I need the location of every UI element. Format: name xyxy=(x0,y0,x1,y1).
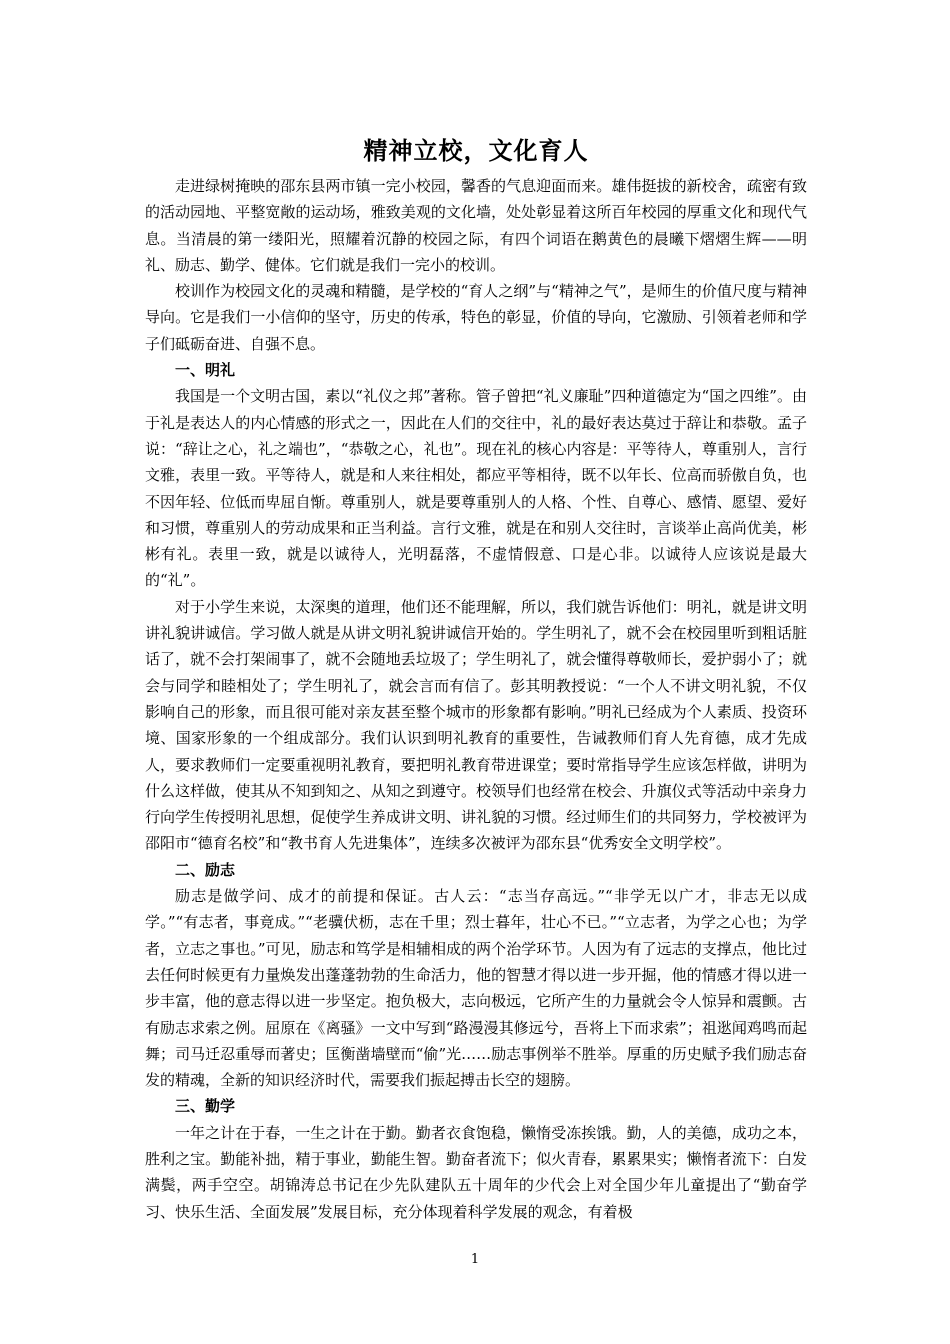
document-body xyxy=(145,130,807,1225)
mingli-paragraph-2: 对于小学生来说，太深奥的道理，他们还不能理解，所以，我们就告诉他们：明礼，就是讲文明讲礼貌讲诚信。学习做人就是从讲文明礼貌讲诚信开始的。学生明礼了，就不会在校园里听到粗话脏话了，就不会打架闹事了，就不会随地丢垃圾了；学生明礼了，就会懂得尊敬师长，爱护弱小了；就会与同学和睦相处了；学生明礼了，就会言而有信了。彭其明教授说：“一个人不讲文明礼貌，不仅影响自己的形象，而且很可能对亲友甚至整个城市的形象都有影响。”明礼已经成为个人素质、投资环境、国家形象的一个组成部分。我们认识到明礼教育的重要性，告诫教师们育人先育德，成才先成人，要求教师们一定要重视明礼教育，要把明礼教育带进课堂；要时常指导学生应该怎样做，讲明为什么这样做，使其从不知到知之、从知之到遵守。校领导们也经常在校会、升旗仪式等活动中亲身力行向学生传授明礼思想，促使学生养成讲文明、讲礼貌的习惯。经过师生们的共同努力，学校被评为邵阳市“德育名校”和“教书育人先进集体”，连续多次被评为邵东县“优秀安全文明学校”。 xyxy=(145,597,807,853)
page-number: 1 xyxy=(470,1252,480,1267)
section-heading-lizhi: 二、励志 xyxy=(175,860,236,879)
section-heading-mingli: 一、明礼 xyxy=(175,361,236,380)
intro-paragraph-1: 走进绿树掩映的邵东县两市镇一完小校园，馨香的气息迎面而来。雄伟挺拔的新校舍，疏密有致的活动园地、平整宽敞的运动场，雅致美观的文化墙，处处彰显着这所百年校园的厚重文化和现代气息。当清晨的第一缕阳光，照耀着沉静的校园之际，有四个词语在鹅黄色的晨曦下熠熠生辉——明礼、励志、勤学、健体。它们就是我们一完小的校训。 xyxy=(145,177,807,274)
mingli-paragraph-1: 我国是一个文明古国，素以“礼仪之邦”著称。管子曾把“礼义廉耻”四种道德定为“国之四维”。由于礼是表达人的内心情感的形式之一，因此在人们的交往中，礼的最好表达莫过于辞让和恭敬。孟子说：“辞让之心，礼之端也”，“恭敬之心，礼也”。现在礼的核心内容是：平等待人，尊重别人，言行文雅，表里一致。平等待人，就是和人来往相处，都应平等相待，既不以年长、位高而骄傲自负，也不因年轻、位低而卑屈自惭。尊重别人，就是要尊重别人的人格、个性、自尊心、感情、愿望、爱好和习惯，尊重别人的劳动成果和正当利益。言行文雅，就是在和别人交往时，言谈举止高尚优美，彬彬有礼。表里一致，就是以诚待人，光明磊落，不虚情假意、口是心非。以诚待人应该说是最大的“礼”。 xyxy=(145,387,807,590)
intro-paragraph-2: 校训作为校园文化的灵魂和精髓，是学校的“育人之纲”与“精神之气”，是师生的价值尺度与精神导向。它是我们一小信仰的坚守，历史的传承，特色的彰显，价值的导向，它激励、引领着老师和学子们砥砺奋进、自强不息。 xyxy=(145,282,807,353)
document-title: 精神立校，文化育人 xyxy=(363,137,589,165)
lizhi-paragraph-1: 励志是做学问、成才的前提和保证。古人云：“志当存高远。”“非学无以广才，非志无以成学。”“有志者，事竟成。”“老骥伏枥，志在千里；烈士暮年，壮心不已。”“立志者，为学之心也；为学者，立志之事也。”可见，励志和笃学是相辅相成的两个治学环节。人因为有了远志的支撑点，他比过去任何时候更有力量焕发出蓬蓬勃勃的生命活力，他的智慧才得以进一步开掘，他的情感才得以进一步丰富，他的意志得以进一步坚定。抱负极大，志向极远，它所产生的力量就会令人惊异和震颤。古有励志求索之例。屈原在《离骚》一文中写到“路漫漫其修远兮，吾将上下而求索”；祖逖闻鸡鸣而起舞；司马迁忍重辱而著史；匡衡凿墙壁而“偷”光……励志事例举不胜举。厚重的历史赋予我们励志奋发的精魂，全新的知识经济时代，需要我们振起搏击长空的翅膀。 xyxy=(145,887,807,1090)
section-heading-qinxue: 三、勤学 xyxy=(175,1097,236,1116)
qinxue-paragraph-1: 一年之计在于春，一生之计在于勤。勤者衣食饱稳，懒惰受冻挨饿。勤，人的美德，成功之本，胜利之宝。勤能补拙，精于事业，勤能生智。勤奋者流下；似火青春，累累果实；懒惰者流下：白发满鬓，两手空空。胡锦涛总书记在少先队建队五十周年的少代会上对全国少年儿童提出了“勤奋学习、快乐生活、全面发展”发展目标，充分体现着科学发展的观念，有着极 xyxy=(145,1123,807,1221)
